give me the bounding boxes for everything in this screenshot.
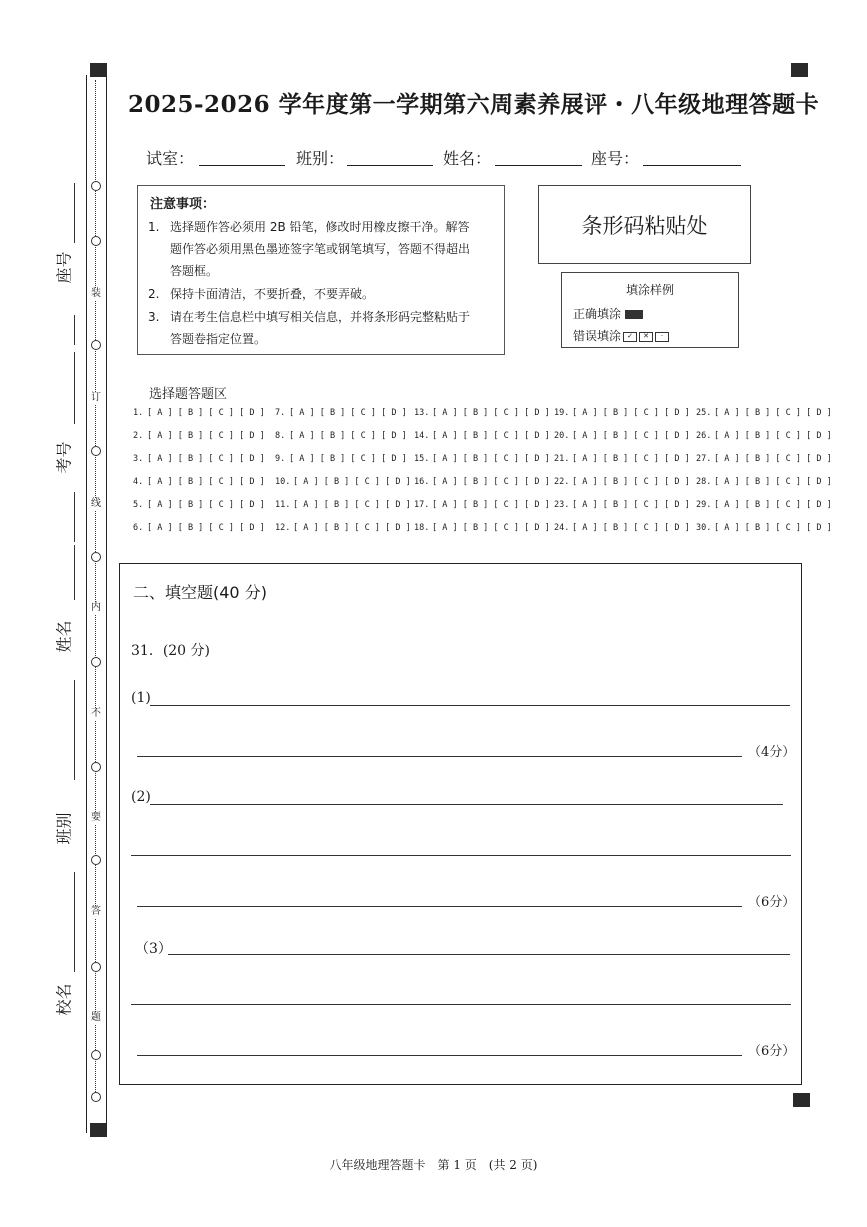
answer-line-3b[interactable] <box>131 1004 791 1005</box>
mcq-item[interactable] <box>133 523 265 533</box>
binding-char: 线 <box>91 498 101 509</box>
binding-char: 要 <box>91 812 101 823</box>
binding-hole <box>91 855 101 865</box>
exam-no-write-line[interactable] <box>74 352 75 424</box>
class-write-line[interactable] <box>74 872 75 972</box>
page-footer: 八年级地理答题卡 第 1 页 (共 2 页) <box>329 1158 538 1172</box>
mcq-item-number: 27. <box>696 454 712 464</box>
binding-hole <box>91 552 101 562</box>
mcq-item-number: 10. <box>275 477 291 487</box>
binding-hole <box>91 1050 101 1060</box>
name-write-line[interactable] <box>74 545 75 600</box>
mcq-item-options[interactable]: [ A ] [ B ] [ C ] [ D ] <box>572 408 690 418</box>
mcq-item-options[interactable]: [ A ] [ B ] [ C ] [ D ] <box>572 500 690 510</box>
dot-box-icon: · <box>655 332 669 342</box>
mcq-item-number: 3. <box>133 454 144 464</box>
mcq-item[interactable] <box>275 523 411 533</box>
part-2-score: （6分） <box>748 895 796 910</box>
mcq-item[interactable] <box>414 477 550 487</box>
mcq-item-options[interactable]: [ A ] [ B ] [ C ] [ D ] <box>432 523 550 533</box>
mcq-item-options[interactable]: [ A ] [ B ] [ C ] [ D ] <box>147 431 265 441</box>
mcq-item-options[interactable]: [ A ] [ B ] [ C ] [ D ] <box>293 500 411 510</box>
fill-blank-section-box <box>119 563 802 1085</box>
mcq-item-number: 29. <box>696 500 712 510</box>
binding-hole <box>91 962 101 972</box>
binding-hole <box>91 1092 101 1102</box>
mcq-item-options[interactable]: [ A ] [ B ] [ C ] [ D ] <box>289 431 407 441</box>
mcq-item[interactable] <box>133 408 265 418</box>
mcq-item-number: 25. <box>696 408 712 418</box>
part-1-score: （4分） <box>748 745 796 760</box>
mcq-item-number: 2. <box>133 431 144 441</box>
part-3-label: （3） <box>135 941 172 957</box>
mcq-item[interactable] <box>133 500 265 510</box>
mcq-item-options[interactable]: [ A ] [ B ] [ C ] [ D ] <box>432 431 550 441</box>
fill-sample-wrong: 错误填涂 ✓ ✕ · <box>573 327 669 344</box>
mcq-section-title: 选择题答题区 <box>149 387 228 402</box>
binding-hole <box>91 181 101 191</box>
mcq-item[interactable] <box>414 408 550 418</box>
mcq-item-options[interactable]: [ A ] [ B ] [ C ] [ D ] <box>289 454 407 464</box>
side-label-seat: 座号 <box>54 251 74 284</box>
binding-hole <box>91 657 101 667</box>
mcq-item-number: 13. <box>414 408 430 418</box>
mcq-item-options[interactable]: [ A ] [ B ] [ C ] [ D ] <box>432 454 550 464</box>
part-1-label: (1) <box>131 690 151 706</box>
mcq-item[interactable] <box>133 431 265 441</box>
mcq-item-number: 15. <box>414 454 430 464</box>
answer-line-2c[interactable] <box>137 906 742 907</box>
seat-field[interactable] <box>643 165 741 166</box>
mcq-item[interactable] <box>696 454 832 464</box>
mcq-item[interactable] <box>696 523 832 533</box>
mcq-item-options[interactable]: [ A ] [ B ] [ C ] [ D ] <box>147 408 265 418</box>
mcq-item-options[interactable]: [ A ] [ B ] [ C ] [ D ] <box>293 523 411 533</box>
binding-char: 订 <box>91 392 101 403</box>
side-label-exam-no: 考号 <box>54 441 74 474</box>
name-label: 姓名： <box>443 149 492 168</box>
barcode-area: 条形码粘贴处 <box>538 185 751 264</box>
mcq-item-options[interactable]: [ A ] [ B ] [ C ] [ D ] <box>714 523 832 533</box>
mcq-item-number: 23. <box>554 500 570 510</box>
mcq-item-options[interactable]: [ A ] [ B ] [ C ] [ D ] <box>289 408 407 418</box>
mcq-item-number: 11. <box>275 500 291 510</box>
class-label: 班别： <box>296 149 345 168</box>
mcq-item-number: 9. <box>275 454 286 464</box>
mcq-item-options[interactable]: [ A ] [ B ] [ C ] [ D ] <box>432 408 550 418</box>
corner-mark-top-right <box>791 63 808 77</box>
mcq-item[interactable] <box>414 431 550 441</box>
binding-char: 题 <box>91 1012 101 1023</box>
mcq-item-options[interactable]: [ A ] [ B ] [ C ] [ D ] <box>714 408 832 418</box>
binding-hole <box>91 762 101 772</box>
mcq-item-options[interactable]: [ A ] [ B ] [ C ] [ D ] <box>432 500 550 510</box>
mcq-item-number: 8. <box>275 431 286 441</box>
question-31-label: 31．(20 分) <box>131 643 211 659</box>
binding-char: 内 <box>91 602 101 613</box>
mcq-item[interactable] <box>414 500 550 510</box>
mcq-item[interactable] <box>554 431 690 441</box>
room-label: 试室： <box>146 149 195 168</box>
answer-line-3a[interactable] <box>168 954 790 955</box>
answer-line-2b[interactable] <box>131 855 791 856</box>
mcq-item-options[interactable]: [ A ] [ B ] [ C ] [ D ] <box>293 477 411 487</box>
binding-char: 装 <box>91 288 101 299</box>
mcq-item-options[interactable]: [ A ] [ B ] [ C ] [ D ] <box>714 431 832 441</box>
mcq-item-number: 5. <box>133 500 144 510</box>
answer-line-3c[interactable] <box>137 1055 742 1056</box>
mcq-item-number: 18. <box>414 523 430 533</box>
mcq-item-number: 12. <box>275 523 291 533</box>
mcq-item-number: 24. <box>554 523 570 533</box>
class-field[interactable] <box>347 165 433 166</box>
answer-line-2a[interactable] <box>150 804 783 805</box>
cross-box-icon: ✕ <box>639 332 653 342</box>
mcq-item-number: 1. <box>133 408 144 418</box>
mcq-item[interactable] <box>133 454 265 464</box>
binding-dotted-line <box>95 80 96 1100</box>
binding-hole <box>91 340 101 350</box>
mcq-item-number: 17. <box>414 500 430 510</box>
mcq-item-number: 7. <box>275 408 286 418</box>
binding-char: 不 <box>91 708 101 719</box>
page-title: 2025-2026 学年度第一学期第六周素养展评・八年级地理答题卡 <box>128 91 820 118</box>
mcq-item-options[interactable]: [ A ] [ B ] [ C ] [ D ] <box>572 523 690 533</box>
fill-sample-title: 填涂样例 <box>625 283 674 297</box>
binding-char: 答 <box>91 906 101 917</box>
mcq-item-number: 14. <box>414 431 430 441</box>
filled-box-icon <box>625 310 643 319</box>
mcq-item-number: 6. <box>133 523 144 533</box>
side-label-class: 班别 <box>54 812 74 845</box>
notice-box: 注意事项： 1. 选择题作答必须用 2B 铅笔，修改时用橡皮擦干净。解答 题作答必须用黑色墨迹签字笔或钢笔填写，答题不得超出 答题框。 2. 保持卡面清洁，不要折叠，不要弄破。 3. 请在考生信息栏中填写相关信息，并将条形码完整粘贴于 答题卷指定位置。 <box>137 185 505 355</box>
exam-no-write-line-2[interactable] <box>74 492 75 542</box>
name-write-line-2[interactable] <box>74 680 75 780</box>
mcq-item[interactable] <box>414 523 550 533</box>
mcq-item-number: 22. <box>554 477 570 487</box>
mcq-item[interactable] <box>554 454 690 464</box>
mcq-item[interactable] <box>275 454 407 464</box>
corner-mark-bottom-left <box>90 1123 107 1137</box>
seat-write-line-2[interactable] <box>74 315 75 345</box>
binding-hole <box>91 446 101 456</box>
name-field[interactable] <box>495 165 582 166</box>
fill-sample-correct: 正确填涂 <box>573 305 643 322</box>
seat-label: 座号： <box>591 149 640 168</box>
mcq-item-options[interactable]: [ A ] [ B ] [ C ] [ D ] <box>147 523 265 533</box>
room-field[interactable] <box>199 165 285 166</box>
notice-title: 注意事项： <box>150 197 216 212</box>
mcq-item[interactable] <box>696 500 832 510</box>
mcq-item[interactable] <box>275 477 411 487</box>
mcq-item-options[interactable]: [ A ] [ B ] [ C ] [ D ] <box>572 454 690 464</box>
mcq-item-options[interactable]: [ A ] [ B ] [ C ] [ D ] <box>147 477 265 487</box>
fill-blank-section-title: 二、填空题(40 分) <box>133 583 267 602</box>
answer-line-1b[interactable] <box>137 756 742 757</box>
mcq-item[interactable] <box>275 408 407 418</box>
mcq-item-number: 16. <box>414 477 430 487</box>
answer-line-1a[interactable] <box>150 705 790 706</box>
mcq-item[interactable] <box>554 408 690 418</box>
mcq-item[interactable] <box>696 431 832 441</box>
binding-line-right <box>106 75 107 1133</box>
mcq-item-options[interactable]: [ A ] [ B ] [ C ] [ D ] <box>572 477 690 487</box>
mcq-item-number: 21. <box>554 454 570 464</box>
mcq-item-options[interactable]: [ A ] [ B ] [ C ] [ D ] <box>432 477 550 487</box>
seat-write-line[interactable] <box>74 183 75 243</box>
mcq-item-options[interactable]: [ A ] [ B ] [ C ] [ D ] <box>572 431 690 441</box>
mcq-item-number: 30. <box>696 523 712 533</box>
mcq-item[interactable] <box>696 477 832 487</box>
corner-mark-top-left <box>90 63 107 77</box>
mcq-item-options[interactable]: [ A ] [ B ] [ C ] [ D ] <box>147 500 265 510</box>
mcq-item-number: 28. <box>696 477 712 487</box>
part-3-score: （6分） <box>748 1044 796 1059</box>
mcq-item-number: 26. <box>696 431 712 441</box>
mcq-item[interactable] <box>696 408 832 418</box>
side-label-name: 姓名 <box>54 620 74 653</box>
mcq-item-number: 20. <box>554 431 570 441</box>
mcq-item[interactable] <box>414 454 550 464</box>
corner-mark-bottom-right <box>793 1093 810 1107</box>
side-label-school: 校名 <box>54 983 74 1016</box>
part-2-label: (2) <box>131 789 151 805</box>
binding-hole <box>91 236 101 246</box>
check-box-icon: ✓ <box>623 332 637 342</box>
mcq-item[interactable] <box>554 523 690 533</box>
mcq-item[interactable] <box>554 500 690 510</box>
mcq-item[interactable] <box>133 477 265 487</box>
mcq-item-number: 4. <box>133 477 144 487</box>
binding-line-left <box>86 75 87 1133</box>
mcq-item-options[interactable]: [ A ] [ B ] [ C ] [ D ] <box>147 454 265 464</box>
mcq-item-number: 19. <box>554 408 570 418</box>
mcq-item-options[interactable]: [ A ] [ B ] [ C ] [ D ] <box>714 454 832 464</box>
fill-sample-box <box>561 272 739 348</box>
mcq-item-options[interactable]: [ A ] [ B ] [ C ] [ D ] <box>714 477 832 487</box>
mcq-item[interactable] <box>554 477 690 487</box>
mcq-item[interactable] <box>275 500 411 510</box>
mcq-item-options[interactable]: [ A ] [ B ] [ C ] [ D ] <box>714 500 832 510</box>
mcq-item[interactable] <box>275 431 407 441</box>
